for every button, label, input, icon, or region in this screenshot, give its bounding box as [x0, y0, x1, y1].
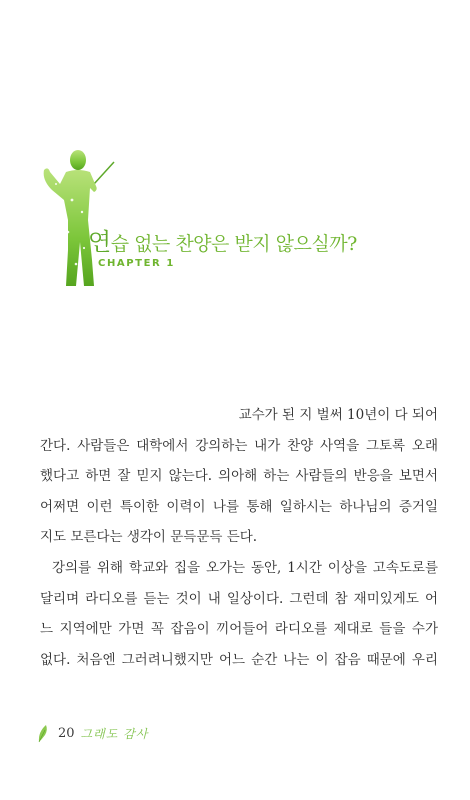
page-footer: [36, 722, 148, 744]
chapter-label: CHAPTER 1: [98, 258, 175, 269]
body-line: 달리며 라디오를 듣는 것이 내 일상이다. 그런데 참 재미있게도 어: [40, 590, 438, 607]
chapter-heading: [88, 222, 448, 269]
body-line: 지도 모른다는 생각이 문득문득 든다.: [40, 529, 258, 546]
leaf-ornament-icon: [36, 722, 52, 744]
body-line: 간다. 사람들은 대학에서 강의하는 내가 찬양 사역을 그토록 오래: [40, 437, 438, 454]
body-line: 느 지역에만 가면 꼭 잡음이 끼어들어 라디오를 제대로 들을 수가: [40, 621, 438, 638]
body-line: 교수가 된 지 벌써 10년이 다 되어: [238, 407, 438, 423]
page-number: 20: [58, 725, 75, 741]
body-paragraphs: [40, 400, 438, 675]
chapter-title-rest: 습 없는 찬양은 받지 않으실까?: [110, 233, 357, 255]
body-line: 했다고 하면 잘 믿지 않는다. 의아해 하는 사람들의 반응을 보면서: [40, 468, 438, 485]
body-line: 어쩌면 이런 특이한 이력이 나를 통해 일하시는 하나님의 증거일: [40, 498, 438, 515]
book-title: 그래도 감사: [80, 726, 149, 741]
chapter-title-initial: 연: [88, 228, 111, 256]
body-line: 없다. 처음엔 그러려니했지만 어느 순간 나는 이 잡음 때문에 우리: [40, 651, 438, 668]
chapter-title: [88, 222, 448, 257]
body-line: 강의를 위해 학교와 집을 오가는 동안, 1시간 이상을 고속도로를: [52, 559, 438, 576]
